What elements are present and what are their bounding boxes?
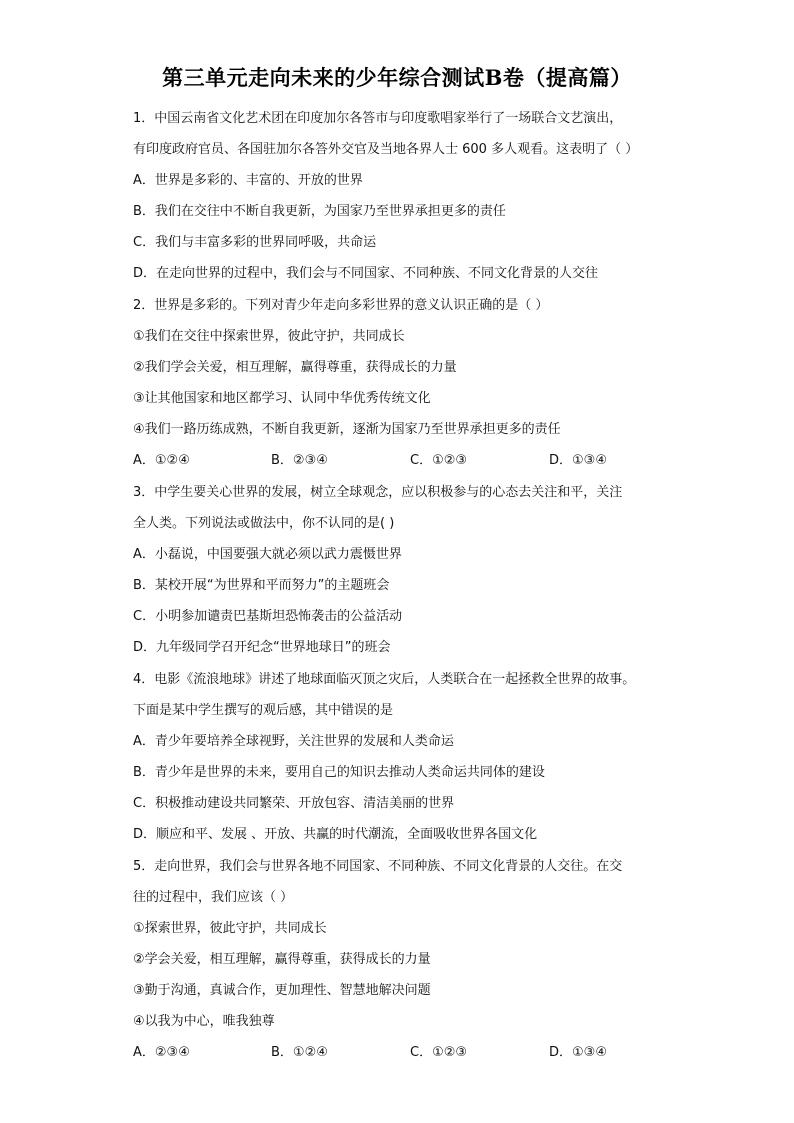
q5-option-b: B．①②④ (271, 1045, 328, 1060)
q4-stem-line-2: 下面是某中学生撰写的观后感，其中错误的是 (133, 703, 394, 718)
q1-stem-line-1: 1．中国云南省文化艺术团在印度加尔各答市与印度歌唱家举行了一场联合文艺演出， (133, 111, 623, 126)
q2-statement-2: ②我们学会关爱，相互理解，赢得尊重，获得成长的力量 (133, 360, 457, 375)
q1-option-d: D．在走向世界的过程中，我们会与不同国家、不同种族、不同文化背景的人交往 (133, 266, 599, 281)
q2-stem: 2．世界是多彩的。下列对青少年走向多彩世界的意义认识正确的是（ ） (133, 298, 549, 313)
q2-statement-3: ③让其他国家和地区都学习、认同中华优秀传统文化 (133, 391, 431, 406)
q1-option-b: B．我们在交往中不断自我更新，为国家乃至世界承担更多的责任 (133, 204, 506, 219)
q5-statement-2: ②学会关爱，相互理解，赢得尊重，获得成长的力量 (133, 952, 431, 967)
q3-stem-line-2: 全人类。下列说法或做法中，你不认同的是( ) (133, 516, 395, 531)
q3-option-c: C．小明参加谴责巴基斯坦恐怖袭击的公益活动 (133, 609, 403, 624)
q3-option-d: D．九年级同学召开纪念“世界地球日”的班会 (133, 640, 391, 655)
q5-option-c: C．①②③ (410, 1045, 468, 1060)
q3-option-b: B．某校开展“为世界和平而努力”的主题班会 (133, 578, 390, 593)
q5-stem-line-2: 往的过程中，我们应该（ ） (133, 890, 294, 905)
q2-statement-1: ①我们在交往中探索世界，彼此守护，共同成长 (133, 329, 405, 344)
q5-option-a: A．②③④ (133, 1045, 190, 1060)
q4-option-c: C．积极推动建设共同繁荣、开放包容、清洁美丽的世界 (133, 796, 455, 811)
q2-option-d: D．①③④ (549, 453, 607, 468)
q4-stem-line-1: 4．电影《流浪地球》讲述了地球面临灭顶之灾后，人类联合在一起拯救全世界的故事。 (133, 672, 636, 687)
q3-option-a: A．小磊说，中国要强大就必须以武力震慑世界 (133, 547, 402, 562)
q1-option-a: A．世界是多彩的、丰富的、开放的世界 (133, 173, 363, 188)
q3-stem-line-1: 3．中学生要关心世界的发展，树立全球观念，应以积极参与的心态去关注和平，关注 (133, 485, 623, 500)
q5-statement-4: ④以我为中心，唯我独尊 (133, 1014, 275, 1029)
q5-stem-line-1: 5．走向世界，我们会与世界各地不同国家、不同种族、不同文化背景的人交往。在交 (133, 859, 623, 874)
q5-statement-3: ③勤于沟通，真诚合作，更加理性、智慧地解决问题 (133, 983, 431, 998)
q2-option-b: B．②③④ (271, 453, 328, 468)
q1-stem-line-2: 有印度政府官员、各国驻加尔各答外交官及当地各界人士 600 多人观看。这表明了（ ） (133, 142, 639, 157)
q2-option-c: C．①②③ (410, 453, 468, 468)
q4-option-a: A．青少年要培养全球视野，关注世界的发展和人类命运 (133, 734, 454, 749)
q4-option-b: B．青少年是世界的未来，要用自己的知识去推动人类命运共同体的建设 (133, 765, 545, 780)
document-title: 第三单元走向未来的少年综合测试B卷（提高篇） (162, 65, 632, 90)
q2-statement-4: ④我们一路历练成熟，不断自我更新，逐渐为国家乃至世界承担更多的责任 (133, 422, 561, 437)
q5-option-d: D．①③④ (549, 1045, 607, 1060)
q4-option-d: D．顺应和平、发展 、开放、共赢的时代潮流，全面吸收世界各国文化 (133, 827, 538, 842)
q1-option-c: C．我们与丰富多彩的世界同呼吸，共命运 (133, 235, 377, 250)
q5-statement-1: ①探索世界，彼此守护，共同成长 (133, 921, 327, 936)
q2-option-a: A．①②④ (133, 453, 190, 468)
